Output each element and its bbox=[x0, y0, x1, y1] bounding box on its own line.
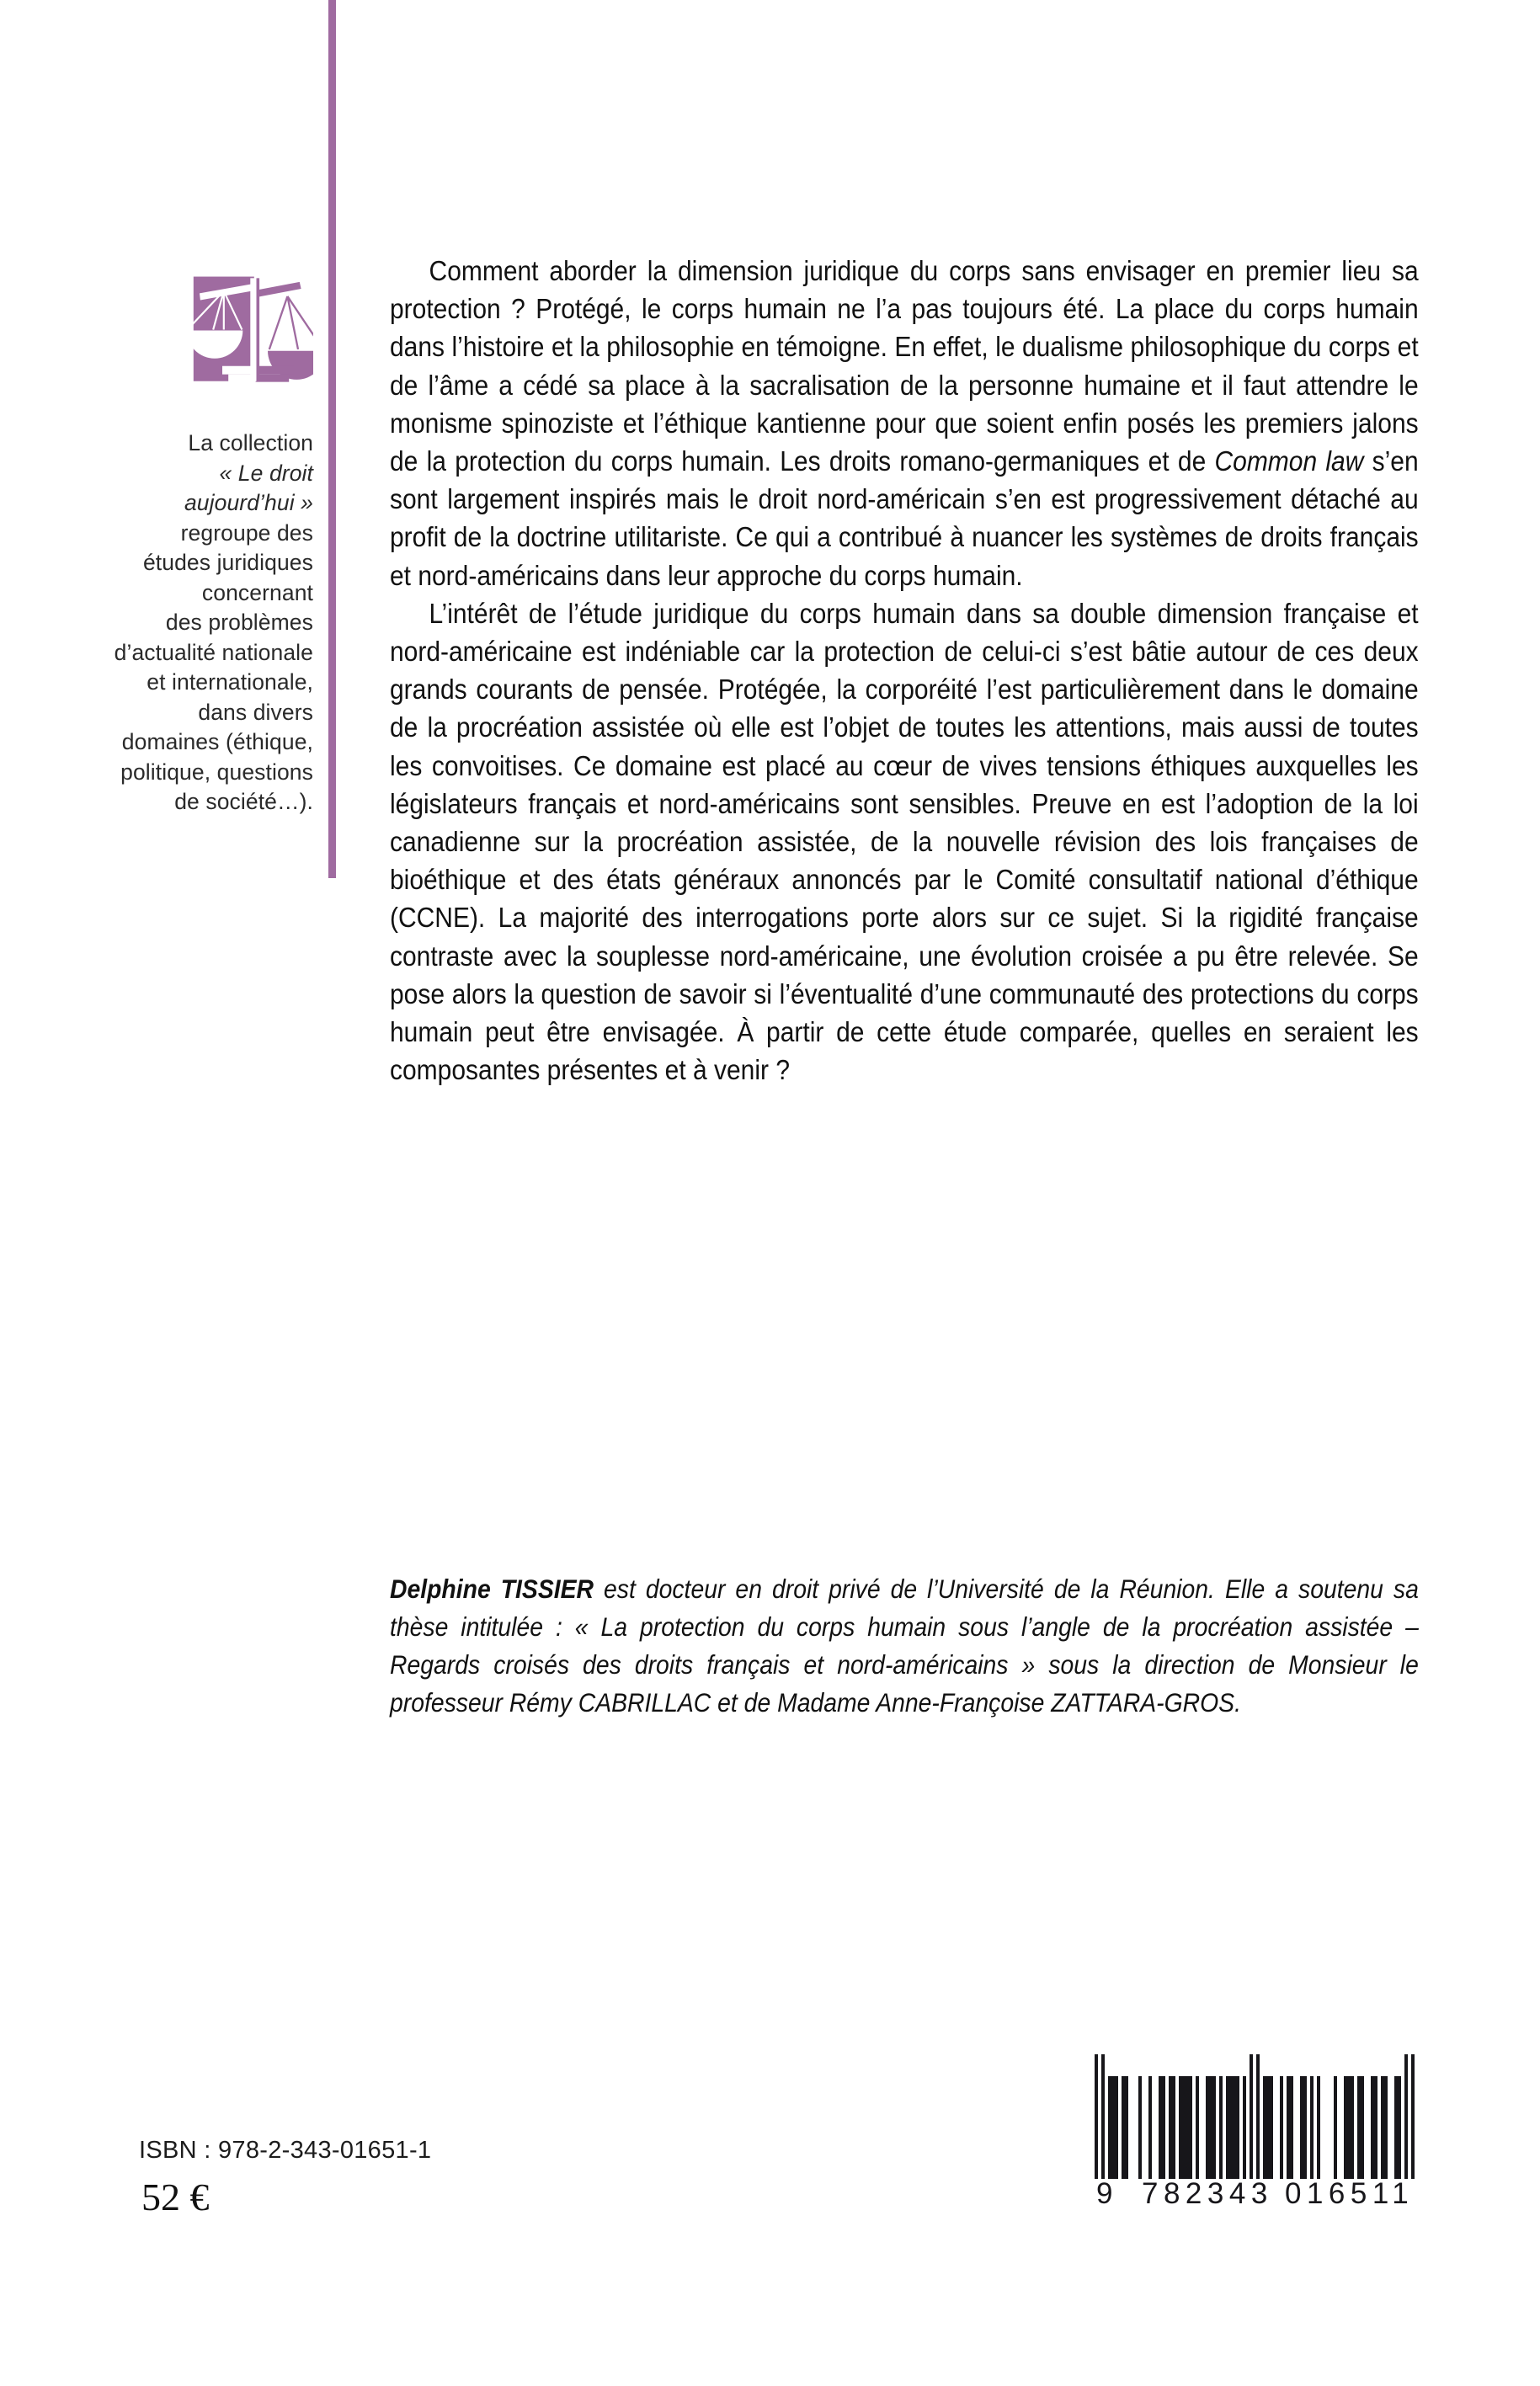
collection-line-3: aujourd’hui » bbox=[184, 490, 313, 515]
collection-line-11: domaines (éthique, bbox=[121, 729, 313, 754]
collection-line-13: de société…). bbox=[174, 789, 313, 814]
barcode-digit-group-1: 9 bbox=[1096, 2177, 1115, 2210]
collection-line-9: et internationale, bbox=[147, 669, 313, 695]
author-bio-paragraph bbox=[390, 1570, 1419, 1722]
collection-line-7: des problèmes bbox=[165, 610, 313, 635]
collection-description bbox=[51, 429, 313, 818]
collection-line-6: concernant bbox=[201, 579, 313, 605]
blurb-p1-segment-1: Comment aborder la dimension juridique du corps sans envisager en premier lieu sa protection ? Protégé, le corps humain ne l’a pas toujours été. La place du corps humain dans l’histoire et la philosophie en témoigne. En effet, le dualisme philosophique du corps et de l’âme a cédé sa place à la sacralisation de la personne humaine et il faut attendre le monisme spinoziste et l’éthique kantienne pour que soient enfin posés les premiers jalons de la protection du corps humain. Les droits romano-germaniques et de bbox=[390, 256, 1419, 478]
price-text: 52 € bbox=[141, 2176, 210, 2218]
isbn-text: ISBN : 978-2-343-01651-1 bbox=[139, 2137, 432, 2164]
barcode-digits bbox=[1095, 2177, 1415, 2211]
blurb-p1-italic-term: Common law bbox=[1214, 446, 1364, 478]
collection-line-1: La collection bbox=[188, 430, 313, 455]
blurb-paragraph-1 bbox=[390, 253, 1419, 595]
ean13-barcode bbox=[1095, 2054, 1415, 2211]
collection-line-4: regroupe des bbox=[180, 519, 313, 546]
blurb-text-column bbox=[390, 253, 1419, 1089]
barcode-digit-group-3: 016511 bbox=[1285, 2177, 1415, 2210]
blurb-p1-segment-2: s’en sont largement inspirés mais le droit nord-américain s’en est progressivement détaché au profit de la doctrine utilitariste. Ce qui a contribué à nuancer les systèmes de droits français et nord-américains dans leur approche du corps humain. bbox=[390, 446, 1419, 592]
collection-line-5: études juridiques bbox=[142, 550, 313, 575]
scales-of-justice-logo bbox=[51, 253, 313, 400]
barcode-bars bbox=[1095, 2054, 1415, 2179]
barcode-digit-group-2: 782343 bbox=[1142, 2177, 1273, 2210]
collection-sidebar bbox=[51, 253, 313, 818]
author-name: Delphine TISSIER bbox=[390, 1574, 594, 1604]
accent-divider-line bbox=[328, 0, 336, 878]
scales-of-justice-icon bbox=[177, 253, 313, 400]
author-bio-block bbox=[390, 1570, 1419, 1722]
collection-line-8: d’actualité nationale bbox=[114, 639, 313, 665]
collection-line-10: dans divers bbox=[198, 699, 313, 725]
blurb-paragraph-2: L’intérêt de l’étude juridique du corps humain dans sa double dimension française et nord-américaine est indéniable car la protection de celui-ci s’est bâtie autour de ces deux grands courants de pensée. Protégée, la corporéité l’est particulièrement dans le domaine de la procréation assistée où elle est l’objet de toutes les attentions, mais aussi de toutes les convoitises. Ce domaine est placé au cœur de vives tensions éthiques auxquelles les législateurs français et nord-américains sont sensibles. Preuve en est l’adoption de la loi canadienne sur la procréation assistée, de la nouvelle révision des lois françaises de bioéthique et des états généraux annoncés par le Comité consultatif national d’éthique (CCNE). La majorité des interrogations porte alors sur ce sujet. Si la rigidité française contraste avec la souplesse nord-américaine, une évolution croisée a pu être relevée. Se pose alors la question de savoir si l’éventualité d’une communauté des protections du corps humain peut être envisagée. À partir de cette étude comparée, quelles en seraient les composantes présentes et à venir ? bbox=[390, 598, 1419, 1087]
author-bio-text: est docteur en droit privé de l’Université de la Réunion. Elle a soutenu sa thèse intitulée : « La protection du corps humain sous l’angle de la procréation assistée – Regards croisés des droits français et nord-américains » sous la direction de Monsieur le professeur Rémy CABRILLAC et de Madame Anne-Françoise ZATTARA-GROS. bbox=[390, 1574, 1419, 1718]
collection-line-2: « Le droit bbox=[219, 460, 313, 486]
collection-line-12: politique, questions bbox=[120, 759, 313, 785]
